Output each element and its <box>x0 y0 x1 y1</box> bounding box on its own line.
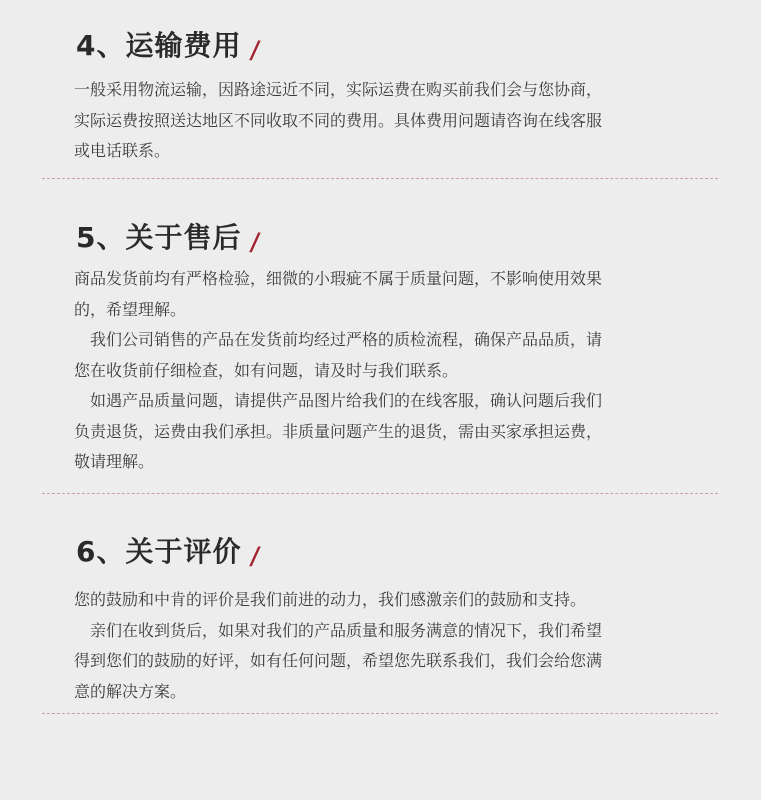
section-title: 4、运输费用 <box>76 29 242 62</box>
text-line: 的，希望理解。 <box>74 299 187 319</box>
dashed-divider <box>42 713 718 714</box>
section-paragraph <box>74 585 674 707</box>
text-line: 或电话联系。 <box>74 141 171 160</box>
section-title: 5、关于售后 <box>76 221 242 254</box>
section-paragraph <box>74 75 674 167</box>
section-heading <box>76 530 261 570</box>
text-line: 您的鼓励和中肯的评价是我们前进的动力，我们感激亲们的鼓励和支持。 <box>74 590 587 609</box>
section-title: 6、关于评价 <box>76 535 242 568</box>
text-line: 商品发货前均有严格检验，细微的小瑕疵不属于质量问题，不影响使用效果 <box>74 269 603 288</box>
text-line: 亲们在收到货后，如果对我们的产品质量和服务满意的情况下，我们希望 <box>74 620 603 640</box>
slash-accent-icon: / <box>249 542 263 570</box>
dashed-divider <box>42 178 718 179</box>
section-heading <box>76 24 261 64</box>
text-line: 一般采用物流运输，因路途远近不同，实际运费在购买前我们会与您协商， <box>74 80 603 99</box>
text-line: 如遇产品质量问题，请提供产品图片给我们的在线客服，确认问题后我们 <box>74 391 603 410</box>
slash-accent-icon: / <box>249 36 263 64</box>
text-line: 意的解决方案。 <box>74 681 187 701</box>
text-line: 实际运费按照送达地区不同收取不同的费用。具体费用问题请咨询在线客服 <box>74 110 603 130</box>
text-line: 我们公司销售的产品在发货前均经过严格的质检流程，确保产品品质，请 <box>74 330 603 349</box>
text-line: 得到您们的鼓励的好评，如有任何问题，希望您先联系我们，我们会给您满 <box>74 651 603 670</box>
section-heading <box>76 216 261 256</box>
text-line: 负责退货，运费由我们承担。非质量问题产生的退货，需由买家承担运费， <box>74 421 603 441</box>
dashed-divider <box>42 493 718 494</box>
text-line: 您在收货前仔细检查，如有问题，请及时与我们联系。 <box>74 360 459 380</box>
slash-accent-icon: / <box>249 228 263 256</box>
section-paragraph <box>74 264 674 478</box>
text-line: 敬请理解。 <box>74 452 155 471</box>
